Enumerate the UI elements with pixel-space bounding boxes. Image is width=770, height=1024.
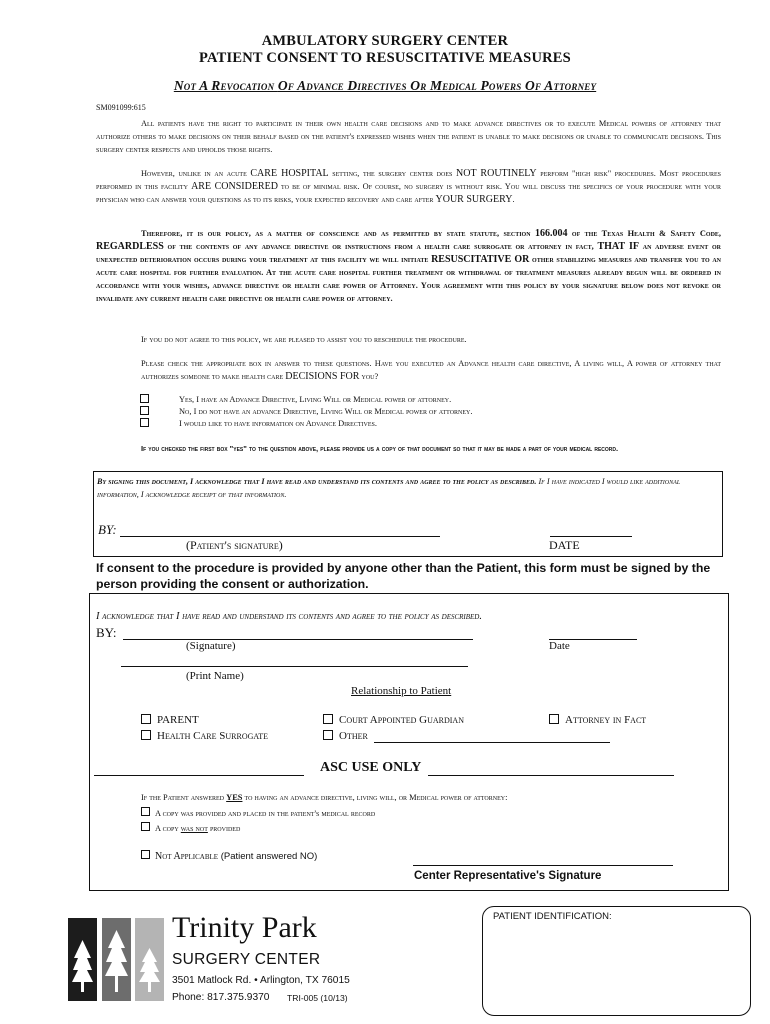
checkbox-info[interactable] <box>140 418 149 427</box>
option-court-label: Court Appointed Guardian <box>339 714 464 726</box>
logo-name: Trinity Park <box>172 911 317 944</box>
paragraph-question <box>141 357 721 383</box>
checkbox-not-provided[interactable] <box>141 822 150 831</box>
form-title-line1: AMBULATORY SURGERY CENTER <box>261 33 509 49</box>
form-id: TRI-005 (10/13) <box>287 993 348 1003</box>
option-other-label: Other <box>339 730 368 742</box>
consent-other-note: If consent to the procedure is provided by anyone other than the Patient, this form must be signed by the person providing the consent or authorization. <box>96 561 711 591</box>
asc-opt2-a: A copy <box>155 824 181 833</box>
center-phone: Phone: 817.375.9370 <box>172 992 270 1003</box>
paragraph-policy <box>96 227 721 305</box>
p2-text-e: perform "high risk" procedures. Most procedures performed in this facility <box>96 169 721 191</box>
na-label-b: (Patient answered NO) <box>218 851 318 862</box>
option-other[interactable] <box>323 730 368 742</box>
checkbox-surrogate[interactable] <box>141 730 151 740</box>
patient-date-label: DATE <box>549 538 580 552</box>
question-yes[interactable] <box>140 394 451 404</box>
logo-trees-icon <box>68 918 164 1001</box>
asc-use-only-title: ASC USE ONLY <box>320 760 422 775</box>
other-line[interactable] <box>374 742 610 743</box>
rep-signature-line[interactable] <box>123 639 473 640</box>
asc-q-yes: YES <box>226 793 243 802</box>
asc-q-a: If the Patient answered <box>141 793 227 802</box>
p3-text-b: 166.004 <box>534 228 568 239</box>
p5-text-b: DECISIONS FOR <box>285 371 360 382</box>
checkbox-other[interactable] <box>323 730 333 740</box>
option-attorney-label: Attorney in Fact <box>565 714 647 726</box>
rep-print-name-line[interactable] <box>121 666 468 667</box>
rep-acknowledgment: I acknowledge that I have read and understand its contents and agree to the policy as described. <box>96 611 482 622</box>
p3-text-e: of the contents of any advance directive or instructions from a health care surrogate or attorney in fact, <box>163 242 598 251</box>
rep-relationship-label: Relationship to Patient <box>351 685 452 697</box>
form-title-line2: PATIENT CONSENT TO RESUSCITATIVE MEASURES <box>199 50 571 66</box>
p2-text-a: However, unlike in an acute <box>141 169 251 178</box>
question-yes-label: Yes, I have an Advance Directive, Living Will or Medical power of attorney. <box>179 395 452 404</box>
rep-date-label: Date <box>549 640 570 652</box>
form-subtitle <box>0 78 770 94</box>
rep-center-signature-line[interactable] <box>413 865 673 866</box>
p5-text-a: Please check the appropriate box in answer to these questions. Have you executed an Advance health care directive, A living will, A power of attorney that authorizes someone to make health care <box>141 359 721 381</box>
asc-opt1-label: A copy was provided and placed in the patient's medical record <box>155 809 376 818</box>
checkbox-attorney-fact[interactable] <box>549 714 559 724</box>
asc-option-not-provided[interactable] <box>141 822 240 833</box>
checkbox-no[interactable] <box>140 406 149 415</box>
p3-text-f: THAT IF <box>597 241 640 252</box>
option-parent-label: PARENT <box>157 714 199 726</box>
p3-text-g: an adverse event or unexpected deterioration occurs during your treatment at this facility we will initiate <box>96 242 721 264</box>
p3-text-i: other stabilizing measures and transfer you to an acute care hospital for further evaluation. At the acute care hospital further treatment or withdrawal of treatment measures already begun will be ordered in accordance with your wishes, advance directive or health care power of Attorney. Your agreement with this policy by your signature below does not revoke or invalidate any current health care directive or health care power of attorney. <box>96 255 722 303</box>
logo-graphic <box>68 918 164 1001</box>
patient-by-label: BY: <box>98 522 117 537</box>
p2-text-h: YOUR SURGERY <box>435 194 513 205</box>
option-surrogate-label: Health Care Surrogate <box>157 730 269 742</box>
checkbox-yes[interactable] <box>140 394 149 403</box>
p3-text-h: RESUSCITATIVE OR <box>431 254 530 265</box>
p2-text-c: setting, the surgery center does <box>328 169 456 178</box>
checkbox-provided[interactable] <box>141 807 150 816</box>
asc-rule-left <box>94 775 304 776</box>
rep-signature-label: (Signature) <box>186 640 236 652</box>
option-surrogate[interactable] <box>141 730 268 742</box>
paragraph-rights: All patients have the right to participate in their own health care decisions and to make advance directives or to execute Medical powers of attorney that authorize others to make decisions on their behalf based on the patient's expressed wishes when the patient is unable to make decisions or unable to communicate decisions. This surgery center respects and upholds those rights. <box>96 119 721 154</box>
patient-ack-b: If I have indicated I would like additional information, I acknowledge receipt of that information. <box>97 477 681 499</box>
question-no[interactable] <box>140 406 472 416</box>
p2-text-b: CARE HOSPITAL <box>250 168 329 179</box>
question-info-label: I would like to have information on Advance Directives. <box>179 419 377 428</box>
checkbox-not-applicable[interactable] <box>141 850 150 859</box>
question-no-label: No, I do not have an advance Directive, Living Will or Medical power of attorney. <box>179 407 473 416</box>
subtitle-part1: Not A Revocation <box>173 78 278 93</box>
patient-acknowledgment <box>97 475 717 501</box>
na-label-a: Not Applicable <box>155 851 219 862</box>
option-attorney-fact[interactable] <box>549 714 646 726</box>
patient-signature-line[interactable] <box>120 536 440 537</box>
paragraph-risk <box>96 167 721 206</box>
p3-text-a: Therefore, it is our policy, as a matter of conscience and as permitted by state statute, section <box>141 229 535 238</box>
option-parent[interactable] <box>141 714 199 726</box>
asc-opt2-b: was not <box>180 824 208 833</box>
copy-request-note: If you checked the first box "yes" to the question above, please provide us a copy of that document so that it may be made a part of your medical record. <box>141 444 619 453</box>
paragraph-reschedule: If you do not agree to this policy, we are pleased to assist you to reschedule the procedure. <box>141 335 467 344</box>
asc-opt2-c: provided <box>207 824 241 833</box>
p2-text-g: to be of minimal risk. Of course, no surgery is without risk. You will discuss the specifics of your procedure with your physician who can answer your questions as to its risks, your expected recovery and care after <box>96 182 721 204</box>
option-court-guardian[interactable] <box>323 714 464 726</box>
asc-option-not-applicable[interactable] <box>141 850 317 862</box>
question-info[interactable] <box>140 418 377 428</box>
rep-by-label: BY: <box>96 625 117 640</box>
asc-rule-right <box>428 775 674 776</box>
checkbox-parent[interactable] <box>141 714 151 724</box>
asc-option-provided[interactable] <box>141 807 375 818</box>
asc-question <box>141 793 507 802</box>
form-code: SM091099:615 <box>96 103 146 112</box>
representative-box <box>89 593 729 891</box>
p2-text-f: ARE CONSIDERED <box>191 181 278 192</box>
asc-q-c: to having an advance directive, living will, or Medical power of attorney: <box>242 793 508 802</box>
patient-identification-box[interactable] <box>482 906 751 1016</box>
center-address: 3501 Matlock Rd. • Arlington, TX 76015 <box>172 975 350 986</box>
center-rep-signature-label: Center Representative's Signature <box>414 870 602 882</box>
p3-text-d: REGARDLESS <box>96 241 164 252</box>
subtitle-part2: Of Advance Directives Or Medical Powers Of Attorney <box>277 78 597 93</box>
logo-subtitle: SURGERY CENTER <box>172 951 321 968</box>
patient-signature-label: (Patient's signature) <box>186 538 283 552</box>
p2-text-i: . <box>512 195 515 204</box>
checkbox-court-guardian[interactable] <box>323 714 333 724</box>
patient-ack-a: By signing this document, I acknowledge that I have read and understand its contents and agree to the policy as described. <box>97 477 537 486</box>
patient-signature-box <box>93 471 723 557</box>
p3-text-c: of the Texas Health & Safety Code, <box>567 229 722 238</box>
rep-print-name-label: (Print Name) <box>186 670 244 682</box>
p2-text-d: NOT ROUTINELY <box>456 168 537 179</box>
p5-text-c: you? <box>359 372 379 381</box>
patient-date-line[interactable] <box>550 536 632 537</box>
patient-identification-label: PATIENT IDENTIFICATION: <box>493 911 612 922</box>
